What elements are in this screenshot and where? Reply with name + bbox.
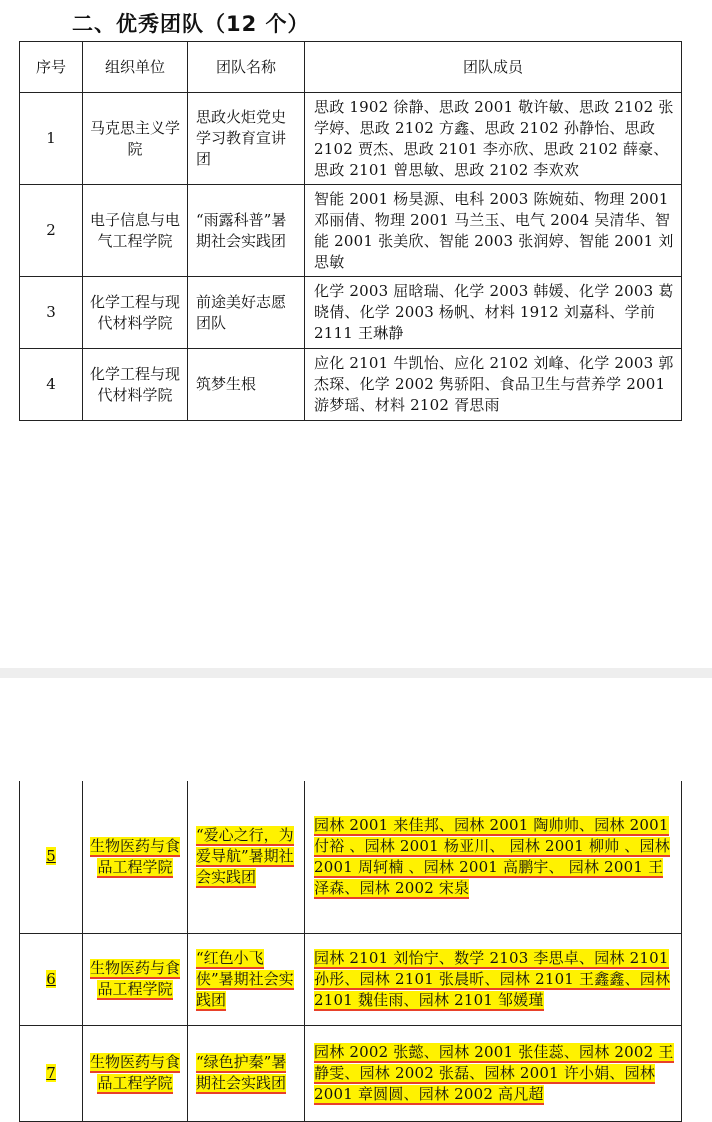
row-team: “红色小飞侠”暑期社会实践团 [196, 948, 294, 1009]
page-separator [0, 668, 712, 678]
row-index: 7 [46, 1063, 56, 1082]
row-members: 智能 2001 杨昊源、电科 2003 陈婉茹、物理 2001 邓丽倩、物理 2001 马兰玉、电气 2004 吴清华、智能 2001 张美欣、智能 2003 张润婷、智能 2001 刘思敏 [305, 185, 682, 277]
row-index: 2 [20, 185, 83, 277]
header-org: 组织单位 [83, 42, 188, 93]
row-team: “雨露科普”暑期社会实践团 [188, 185, 305, 277]
teams-table [19, 41, 682, 421]
row-org: 化学工程与现代材料学院 [83, 349, 188, 421]
row-index: 4 [20, 349, 83, 421]
row-team: “爱心之行，为爱导航”暑期社会实践团 [196, 826, 294, 887]
table-row [20, 93, 682, 185]
table-header-row [20, 42, 682, 93]
row-org: 化学工程与现代材料学院 [83, 277, 188, 349]
row-members: 化学 2003 屈晗瑞、化学 2003 韩媛、化学 2003 葛晓倩、化学 2003 杨帆、材料 1912 刘嘉科、学前 2111 王琳静 [305, 277, 682, 349]
row-team: 前途美好志愿团队 [188, 277, 305, 349]
row-team: “绿色护秦”暑期社会实践团 [196, 1053, 287, 1092]
header-members: 团队成员 [305, 42, 682, 93]
row-index: 3 [20, 277, 83, 349]
row-org: 生物医药与食品工程学院 [89, 1053, 180, 1092]
row-members: 思政 1902 徐静、思政 2001 敬许敏、思政 2102 张学婷、思政 2102 方鑫、思政 2102 孙静怡、思政 2102 贾杰、思政 2101 李亦欣、思政 2102 薛豪、思政 2101 曾思敏、思政 2102 李欢欢 [305, 93, 682, 185]
row-members: 园林 2001 来佳邦、园林 2001 陶帅帅、园林 2001 付裕 、园林 2001 杨亚川、 园林 2001 柳帅 、园林 2001 周轲楠 、园林 2001 高鹏宇、 园林 2001 王泽森、园林 2002 宋泉 [314, 815, 670, 897]
header-team: 团队名称 [188, 42, 305, 93]
table-row [20, 185, 682, 277]
row-members: 园林 2101 刘怡宁、数学 2103 李思卓、园林 2101 孙彤、园林 2101 张晨昕、园林 2101 王鑫鑫、园林 2101 魏佳雨、园林 2101 邹媛瑾 [314, 948, 671, 1009]
row-org: 马克思主义学院 [83, 93, 188, 185]
row-index: 6 [46, 969, 56, 988]
section-heading: 二、优秀团队（12 个） [72, 12, 310, 36]
row-team: 筑梦生根 [188, 349, 305, 421]
row-index: 1 [20, 93, 83, 185]
teams-table-continued [19, 781, 682, 1122]
table-row [20, 933, 682, 1025]
header-index: 序号 [20, 42, 83, 93]
row-index: 5 [46, 847, 56, 866]
row-org: 生物医药与食品工程学院 [89, 959, 180, 998]
row-org: 电子信息与电气工程学院 [83, 185, 188, 277]
table-row [20, 349, 682, 421]
row-members: 应化 2101 牛凯怡、应化 2102 刘峰、化学 2003 郭杰琛、化学 2002 隽骄阳、食品卫生与营养学 2001 游梦瑶、材料 2102 胥思雨 [305, 349, 682, 421]
row-members: 园林 2002 张懿、园林 2001 张佳蕊、园林 2002 王静雯、园林 2002 张磊、园林 2001 许小娟、园林 2001 章圆圆、园林 2002 高凡超 [314, 1042, 674, 1103]
table-row [20, 277, 682, 349]
row-org: 生物医药与食品工程学院 [89, 836, 180, 876]
table-row [20, 1025, 682, 1121]
row-team: 思政火炬党史学习教育宣讲团 [188, 93, 305, 185]
table-row [20, 781, 682, 933]
